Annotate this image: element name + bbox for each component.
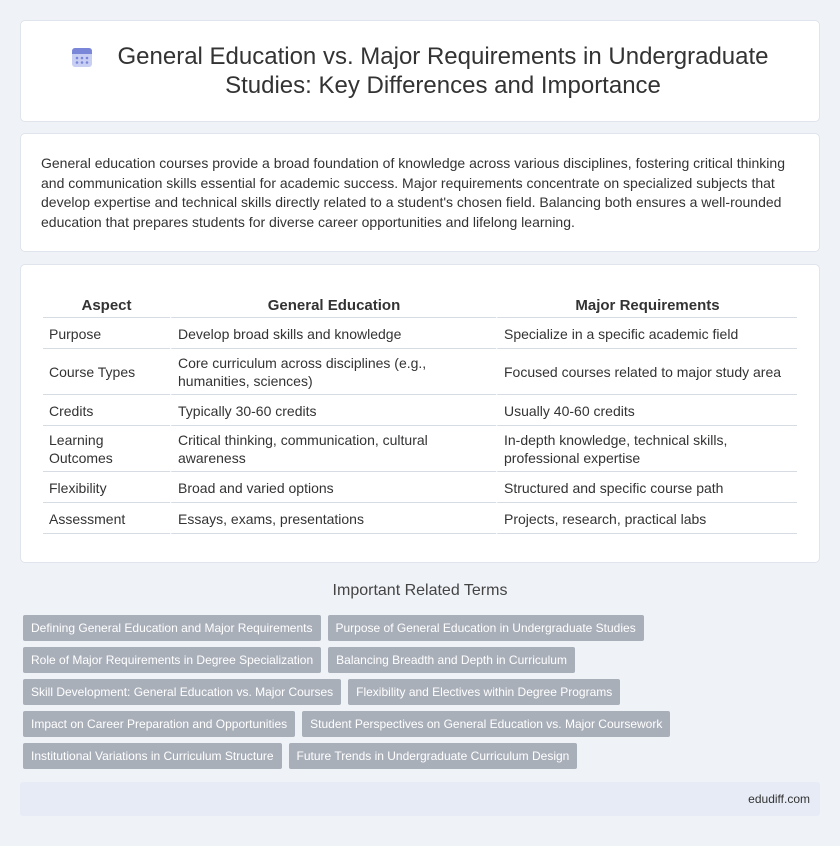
table-cell: Credits <box>43 395 170 426</box>
table-header-row <box>43 293 797 318</box>
table-cell: Purpose <box>43 318 170 349</box>
table-cell: Focused courses related to major study area <box>496 349 797 395</box>
related-term-tag[interactable]: Flexibility and Electives within Degree Programs <box>348 679 620 705</box>
table-row <box>43 395 797 426</box>
table-row <box>43 472 797 503</box>
table-cell: Assessment <box>43 503 170 534</box>
footer-bar <box>20 782 820 816</box>
related-term-tag[interactable]: Institutional Variations in Curriculum Structure <box>23 743 282 769</box>
related-term-tag[interactable]: Role of Major Requirements in Degree Specialization <box>23 647 321 673</box>
comparison-card <box>20 264 820 563</box>
related-term-tag[interactable]: Purpose of General Education in Undergraduate Studies <box>328 615 644 641</box>
related-term-tag[interactable]: Future Trends in Undergraduate Curriculum Design <box>289 743 578 769</box>
table-cell: Learning Outcomes <box>43 426 170 472</box>
related-term-tag[interactable]: Balancing Breadth and Depth in Curriculum <box>328 647 575 673</box>
table-cell: In-depth knowledge, technical skills, professional expertise <box>496 426 797 472</box>
related-term-tag[interactable]: Student Perspectives on General Education vs. Major Coursework <box>302 711 670 737</box>
site-name[interactable]: edudiff.com <box>748 792 810 806</box>
table-row <box>43 503 797 534</box>
table-cell: Course Types <box>43 349 170 395</box>
table-cell: Critical thinking, communication, cultural awareness <box>170 426 496 472</box>
table-row <box>43 426 797 472</box>
calendar-icon <box>70 45 94 69</box>
table-cell: Core curriculum across disciplines (e.g., humanities, sciences) <box>170 349 496 395</box>
table-cell: Usually 40-60 credits <box>496 395 797 426</box>
table-cell: Typically 30-60 credits <box>170 395 496 426</box>
related-term-tag[interactable]: Skill Development: General Education vs. Major Courses <box>23 679 341 705</box>
table-cell: Specialize in a specific academic field <box>496 318 797 349</box>
comparison-table <box>43 293 797 534</box>
table-row <box>43 318 797 349</box>
related-term-tag[interactable]: Impact on Career Preparation and Opportunities <box>23 711 295 737</box>
table-cell: Essays, exams, presentations <box>170 503 496 534</box>
column-header-major-requirements: Major Requirements <box>496 293 797 318</box>
page-title: General Education vs. Major Requirements in Undergraduate Studies: Key Differences and Importance <box>117 43 769 99</box>
column-header-general-education: General Education <box>170 293 496 318</box>
title-wrap <box>70 42 770 100</box>
intro-card <box>20 133 820 252</box>
table-cell: Structured and specific course path <box>496 472 797 503</box>
table-cell: Broad and varied options <box>170 472 496 503</box>
column-header-aspect: Aspect <box>43 293 170 318</box>
related-terms-heading: Important Related Terms <box>332 582 508 599</box>
related-term-tag[interactable]: Defining General Education and Major Requirements <box>23 615 321 641</box>
table-cell: Flexibility <box>43 472 170 503</box>
table-cell: Develop broad skills and knowledge <box>170 318 496 349</box>
intro-paragraph: General education courses provide a broad foundation of knowledge across various disciplines, fostering critical thinking and communication skills essential for academic success. Major requirements concentrate on specialized subjects that develop expertise and technical skills directly related to a student's chosen field. Balancing both ensures a well-rounded education that prepares students for diverse career opportunities and lifelong learning. <box>41 155 785 230</box>
title-card <box>20 20 820 122</box>
table-cell: Projects, research, practical labs <box>496 503 797 534</box>
related-terms-list <box>23 615 813 769</box>
table-row <box>43 349 797 395</box>
